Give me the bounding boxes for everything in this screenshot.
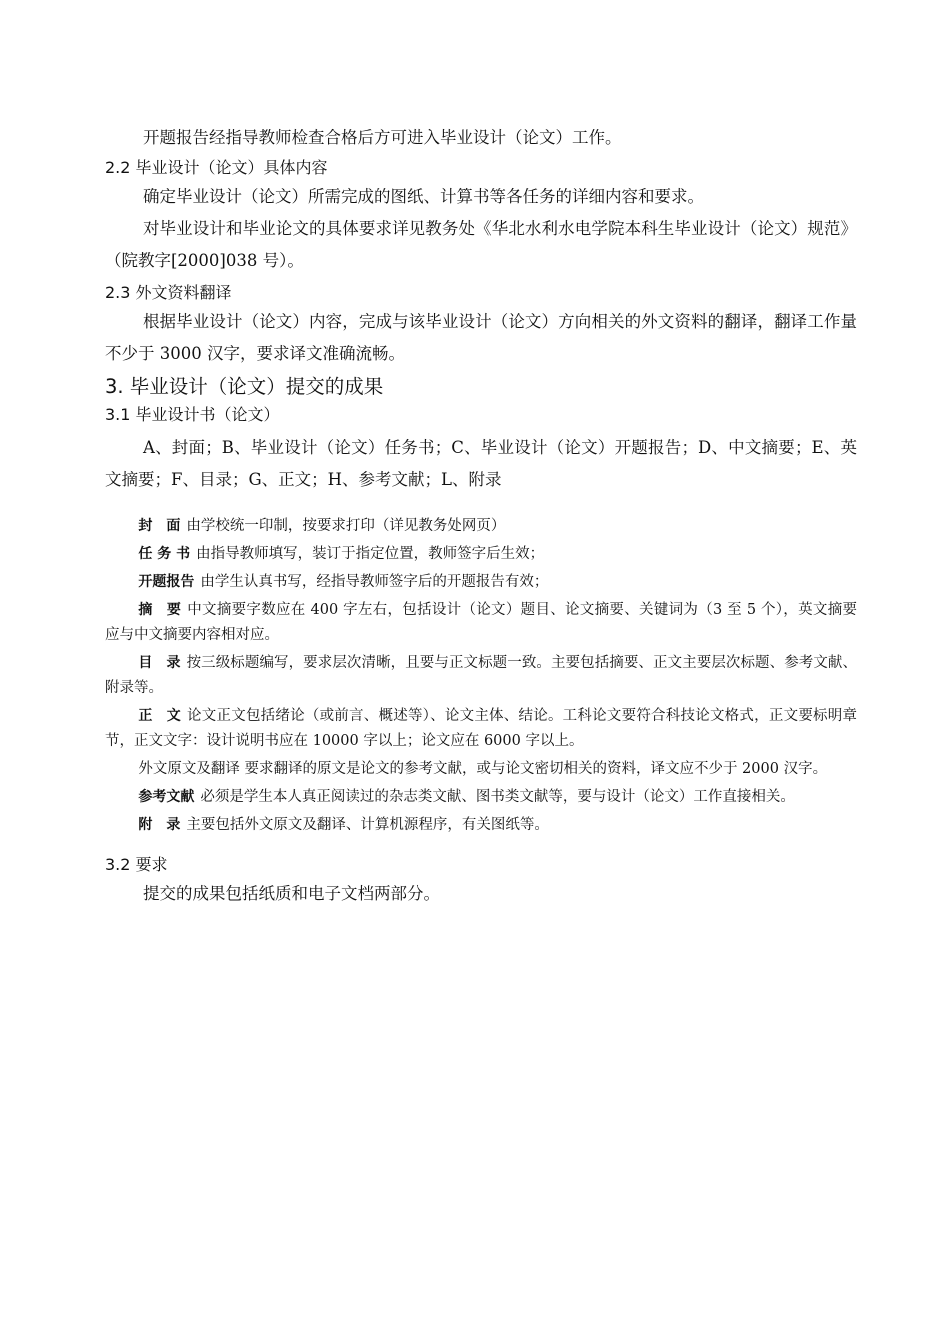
section-3-heading: 3. 毕业设计（论文）提交的成果 — [105, 375, 384, 398]
list-item-text: 由学生认真书写，经指导教师签字后的开题报告有效； — [200, 574, 549, 590]
list-item-text: 由学校统一印制，按要求打印（详见教务处网页） — [186, 518, 506, 534]
section-3-2-paragraph-1: 提交的成果包括纸质和电子文档两部分。 — [142, 884, 440, 903]
list-item-text: 由指导教师填写，装订于指定位置，教师签字后生效； — [196, 546, 545, 562]
list-item-text: 按三级标题编写，要求层次清晰，且要与正文标题一致。主要包括摘要、正文主要层次标题、参考文献、附录等。 — [105, 655, 858, 696]
list-item-text: 中文摘要字数应在 400 字左右，包括设计（论文）题目、论文摘要、关键词为（3 至 5 个），英文摘要应与中文摘要内容相对应。 — [105, 602, 857, 643]
list-item-proposal — [105, 570, 857, 595]
list-item-references — [105, 785, 857, 810]
list-item-term: 附 录 — [138, 817, 181, 833]
list-item-text: 外文原文及翻译 要求翻译的原文是论文的参考文献，或与论文密切相关的资料，译文应不少于 2000 汉字。 — [138, 761, 828, 777]
list-item-abstract — [105, 598, 857, 648]
list-item-term: 摘 要 — [138, 602, 182, 618]
section-2-2-paragraph-2: 对毕业设计和毕业论文的具体要求详见教务处《华北水利水电学院本科生毕业设计（论文）规范》（院教字[2000]038 号）。 — [105, 219, 857, 270]
section-2-3-heading: 2.3 外文资料翻译 — [105, 283, 232, 302]
section-3-2-heading: 3.2 要求 — [105, 855, 168, 874]
list-item-term: 正 文 — [138, 708, 182, 724]
list-item-term: 封 面 — [138, 518, 181, 534]
list-item-text: 主要包括外文原文及翻译、计算机源程序，有关图纸等。 — [186, 817, 549, 833]
list-item-cover — [105, 514, 857, 539]
section-3-1-paragraph-1: A、封面；B、毕业设计（论文）任务书；C、毕业设计（论文）开题报告；D、中文摘要；E、英文摘要；F、目录；G、正文；H、参考文献；L、附录 — [105, 438, 857, 489]
list-item-main-text — [105, 704, 857, 754]
section-2-3-paragraph-1: 根据毕业设计（论文）内容，完成与该毕业设计（论文）方向相关的外文资料的翻译，翻译工作量不少于 3000 汉字，要求译文准确流畅。 — [105, 312, 857, 363]
section-2-2-paragraph-1: 确定毕业设计（论文）所需完成的图纸、计算书等各任务的详细内容和要求。 — [142, 187, 704, 206]
list-item-term: 开题报告 — [138, 574, 195, 590]
list-item-contents — [105, 651, 857, 701]
list-item-term: 目 录 — [138, 655, 181, 671]
list-item-text: 必须是学生本人真正阅读过的杂志类文献、图书类文献等，要与设计（论文）工作直接相关。 — [200, 789, 795, 805]
list-item-term: 参考文献 — [138, 789, 195, 805]
deliverables-list — [105, 514, 857, 838]
list-item-text: 论文正文包括绪论（或前言、概述等）、论文主体、结论。工科论文要符合科技论文格式，正文要标明章节，正文文字：设计说明书应在 10000 字以上；论文应在 6000 字以上。 — [105, 708, 858, 749]
section-3-1-heading: 3.1 毕业设计书（论文） — [105, 405, 280, 424]
list-item-translation — [105, 757, 857, 782]
intro-paragraph: 开题报告经指导教师检查合格后方可进入毕业设计（论文）工作。 — [142, 128, 622, 147]
list-item-appendix — [105, 813, 857, 838]
document-body — [105, 120, 857, 910]
section-2-2-heading: 2.2 毕业设计（论文）具体内容 — [105, 158, 328, 177]
list-item-term: 任 务 书 — [138, 546, 191, 562]
list-item-task-book — [105, 542, 857, 567]
